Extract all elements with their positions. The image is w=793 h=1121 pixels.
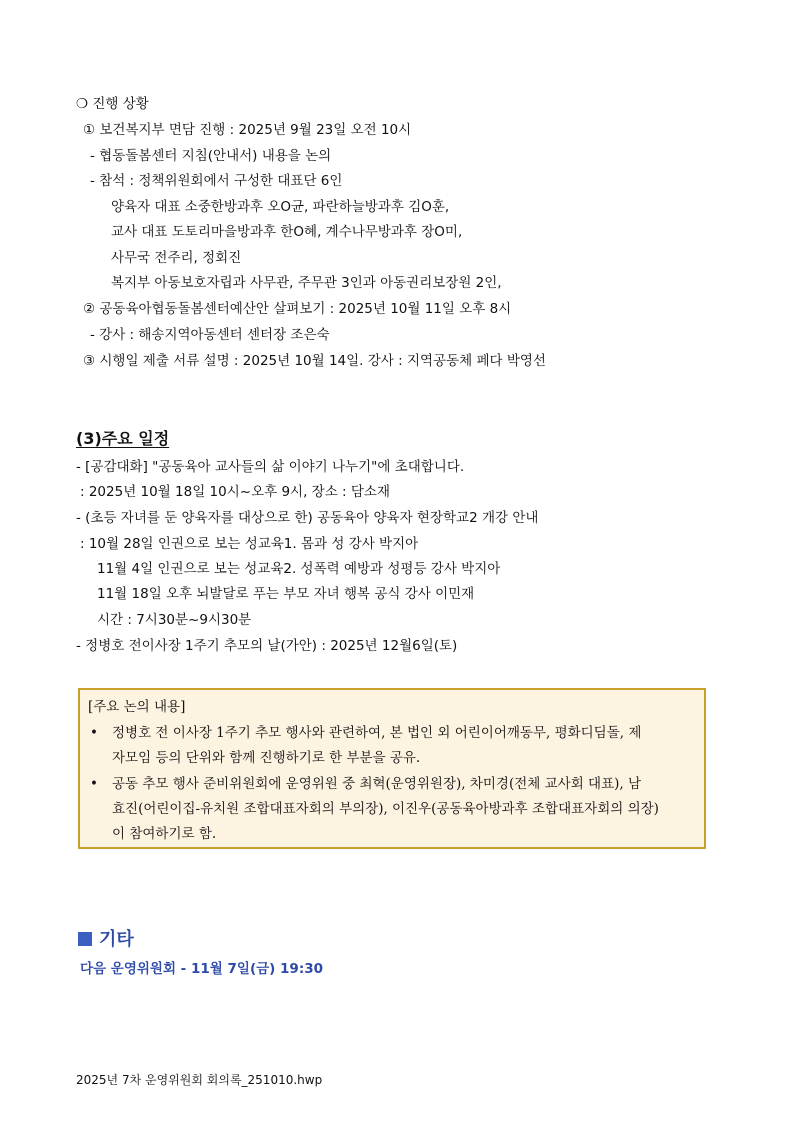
- schedule-line-7: 시간 : 7시30분~9시30분: [97, 612, 252, 628]
- etc-heading: 기타: [99, 929, 134, 950]
- discussion-title: [주요 논의 내용]: [88, 699, 186, 715]
- bullet-1: •: [90, 725, 98, 741]
- schedule-line-1: - [공감대화] "공동육아 교사들의 삶 이야기 나누기"에 초대합니다.: [76, 459, 465, 475]
- footer-filename: 2025년 7차 운영위원회 회의록_251010.hwp: [76, 1073, 323, 1087]
- schedule-line-3: - (초등 자녀를 둔 양육자를 대상으로 한) 공동육아 양육자 현장학교2 개강 안내: [76, 510, 539, 526]
- schedule-line-2: : 2025년 10월 18일 10시~오후 9시, 장소 : 담소재: [80, 484, 391, 500]
- schedule-line-4: : 10월 28일 인권으로 보는 성교육1. 몸과 성 강사 박지아: [80, 536, 419, 552]
- attendee-line-2: 교사 대표 도토리마을방과후 한O혜, 계수나무방과후 장O미,: [111, 224, 463, 240]
- discussion-bullet-2-line-2: 효진(어린이집-유치원 조합대표자회의 부의장), 이진우(공동육아방과후 조합대표자회의 의장): [112, 801, 659, 817]
- progress-item-1: ① 보건복지부 면담 진행 : 2025년 9월 23일 오전 10시: [83, 122, 412, 138]
- schedule-heading: (3)주요 일정: [76, 429, 170, 448]
- discussion-bullet-2-line-1: 공동 추모 행사 준비위원회에 운영위원 중 최혁(운영위원장), 차미경(전체 교사회 대표), 남: [112, 776, 641, 792]
- next-meeting: 다음 운영위원회 - 11월 7일(금) 19:30: [80, 961, 324, 977]
- attendee-line-4: 복지부 아동보호자립과 사무관, 주무관 3인과 아동권리보장원 2인,: [111, 275, 502, 291]
- schedule-line-6: 11월 18일 오후 뇌발달로 푸는 부모 자녀 행복 공식 강사 이민재: [97, 586, 475, 602]
- bullet-2: •: [90, 776, 98, 792]
- attendee-line-1: 양육자 대표 소중한방과후 오O균, 파란하늘방과후 김O훈,: [111, 199, 450, 215]
- discussion-bullet-1-line-2: 자모임 등의 단위와 함께 진행하기로 한 부분을 공유.: [112, 750, 421, 766]
- schedule-line-5: 11월 4일 인권으로 보는 성교육2. 성폭력 예방과 성평등 강사 박지아: [97, 561, 501, 577]
- progress-item-1-sub-1: - 협동돌봄센터 지침(안내서) 내용을 논의: [90, 148, 332, 164]
- discussion-bullet-1-line-1: 정병호 전 이사장 1주기 추모 행사와 관련하여, 본 법인 외 어린이어깨동무, 평화디딤돌, 제: [112, 725, 642, 741]
- progress-item-2: ② 공동육아협동돌봄센터예산안 살펴보기 : 2025년 10월 11일 오후 8시: [83, 301, 512, 317]
- progress-item-1-sub-2: - 참석 : 정책위원회에서 구성한 대표단 6인: [90, 173, 343, 189]
- progress-item-2-sub-1: - 강사 : 해송지역아동센터 센터장 조은숙: [90, 327, 330, 343]
- progress-item-3: ③ 시행일 제출 서류 설명 : 2025년 10월 14일. 강사 : 지역공동체 페다 박영선: [83, 353, 546, 369]
- progress-heading: ❍ 진행 상황: [76, 96, 149, 112]
- discussion-bullet-2-line-3: 이 참여하기로 함.: [112, 826, 217, 842]
- discussion-box: [78, 688, 706, 849]
- square-bullet-icon: [78, 932, 92, 946]
- attendee-line-3: 사무국 전주리, 정회진: [111, 250, 242, 266]
- schedule-line-8: - 정병호 전이사장 1주기 추모의 날(가안) : 2025년 12월6일(토): [76, 638, 458, 654]
